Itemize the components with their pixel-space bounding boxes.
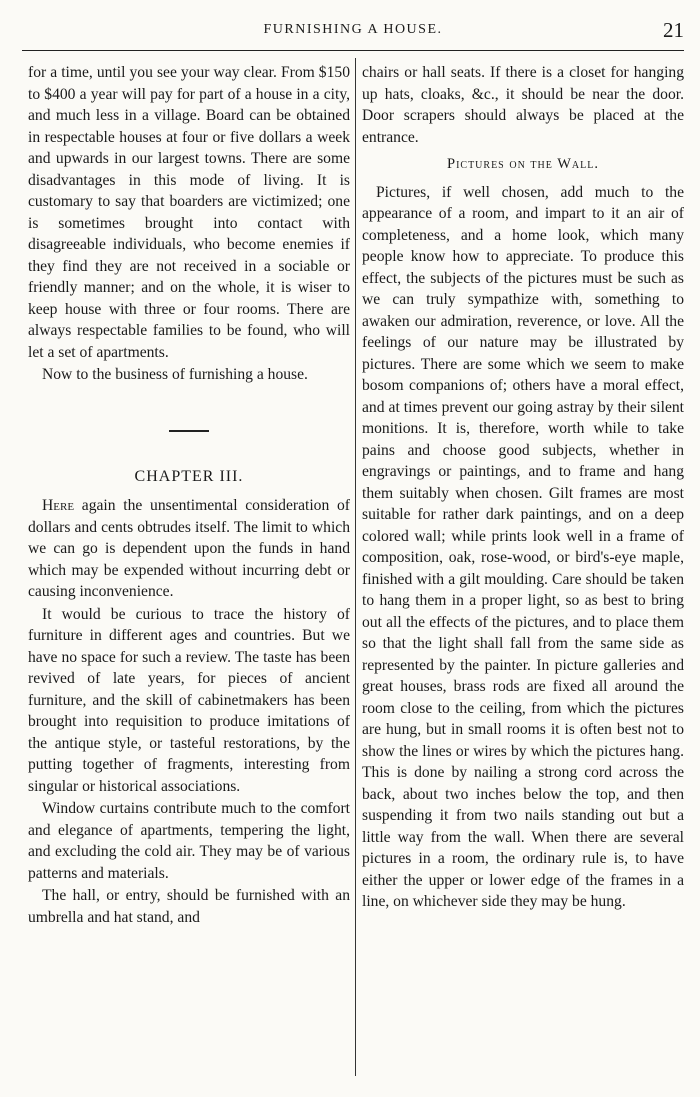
page-number: 21 — [663, 18, 684, 42]
running-head: FURNISHING A HOUSE. — [263, 22, 443, 37]
paragraph: Window curtains contribute much to the comfort and elegance of apartments, tempering the light, and excluding the cold air. They may be of various patterns and materials. — [28, 800, 350, 882]
paragraph: chairs or hall seats. If there is a closet for hanging up hats, cloaks, &c., it should be near the door. Door scrapers should always be placed at the entrance. — [362, 64, 684, 146]
section-title: Pictures on the Wall. — [447, 156, 599, 172]
page-header — [22, 20, 684, 44]
paragraph: The hall, or entry, should be furnished with an umbrella and hat stand, and — [28, 887, 350, 926]
paragraph: for a time, until you see your way clear. From $150 to $400 a year will pay for part of a house in a city, and much less in a village. Board can be obtained in respectable houses at four or five dollars a week and upwards in our largest towns. There are some disadvantages in this mode of living. It is customary to say that boarders are victimized; one is sometimes brought into contact with disagreeable individuals, who become enemies if they find they are not received in a sociable or friendly manner; and on the whole, it is wiser to keep house with three or four rooms. There are always respectable families to be found, who will let a set of apartments. — [28, 64, 350, 361]
left-column — [28, 62, 350, 928]
paragraph: Now to the business of furnishing a house. — [42, 366, 308, 383]
right-column — [362, 62, 684, 913]
column-divider — [355, 58, 356, 1076]
section-divider — [169, 430, 209, 432]
paragraph — [28, 495, 350, 603]
paragraph: It would be curious to trace the history of furniture in different ages and countries. But we have no space for such a review. The taste has been revived of late years, for pieces of ancient furniture, and the skill of cabinetmakers has been brought into requisition to produce imitations of the antique style, or tasteful restorations, by the putting together of fragments, interesting from singular or historical associations. — [28, 605, 350, 795]
paragraph-text: again the unsentimental consideration of dollars and cents obtrudes itself. The limit to which we can go is dependent upon the funds in hand which may be expended without incurring debt or causing inconvenience. — [28, 497, 350, 600]
paragraph: Pictures, if well chosen, add much to the appearance of a room, and impart to it an air of completeness, and a home look, which many people know how to appreciate. To produce this effect, the subjects of the pictures must be such as we can truly sympathize with, something to awaken our admiration, reverence, or love. All the feelings of our nature may be illustrated by pictures. There are some which we seem to make bosom companions of; others have a moral effect, and at times prevent our going astray by their silent monitions. It is, therefore, worth while to take pains and choose good subjects, whether in engravings or paintings, and to frame and hang them suitably when chosen. Gilt frames are most suitable for rather dark paintings, and on a deep colored wall; while prints look well in a frame of composition, oak, rose-wood, or bird's-eye maple, finished with a gilt moulding. Care should be taken to hang them in a proper light, so as best to bring out all the effects of the pictures, and to place them so that the light shall fall from the same side as represented by the painter. In picture galleries and great houses, brass rods are fixed all around the room close to the ceiling, from which the pictures are hung, but in small rooms it is often best not to show the lines or wires by which the pictures hang. This is done by nailing a strong cord across the back, about two inches below the top, and then suspending it from two nails standing out but a little way from the wall. When there are several pictures in a room, the ordinary rule is, to have either the upper or lower edge of the frames in a line, on whichever side they may be hung. — [362, 183, 684, 910]
chapter-title: CHAPTER III. — [134, 467, 244, 485]
header-rule — [22, 50, 684, 51]
lead-word: Here — [42, 497, 75, 514]
